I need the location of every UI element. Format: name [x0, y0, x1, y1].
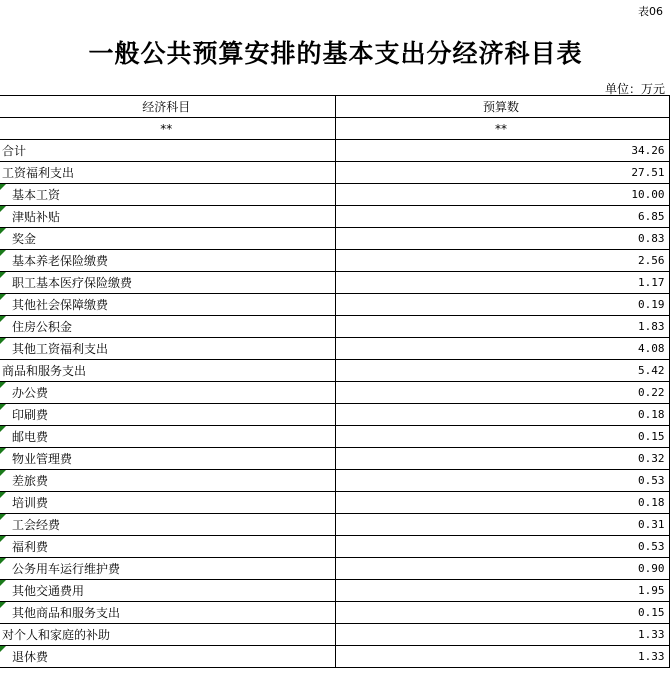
row-item-value: 0.18 — [335, 492, 669, 514]
row-item-value: 0.18 — [335, 404, 669, 426]
row-item-value: 1.17 — [335, 272, 669, 294]
row-item-name: 公务用车运行维护费 — [0, 558, 335, 580]
table-row — [0, 272, 669, 294]
row-item-value: 0.15 — [335, 426, 669, 448]
marker-cell-amount: ** — [335, 118, 669, 140]
table-row — [0, 338, 669, 360]
row-item-value: 1.83 — [335, 316, 669, 338]
table-row — [0, 360, 669, 382]
table-row — [0, 624, 669, 646]
table-row — [0, 404, 669, 426]
row-item-value: 0.22 — [335, 382, 669, 404]
table-row — [0, 382, 669, 404]
row-item-name: 合计 — [0, 140, 335, 162]
header-budget-amount: 预算数 — [335, 96, 669, 118]
row-item-value: 0.32 — [335, 448, 669, 470]
expenditure-table — [0, 95, 670, 668]
row-item-name: 邮电费 — [0, 426, 335, 448]
header-economic-item: 经济科目 — [0, 96, 335, 118]
row-item-value: 0.53 — [335, 536, 669, 558]
row-item-value: 1.33 — [335, 624, 669, 646]
header-row — [0, 96, 669, 118]
table-row — [0, 316, 669, 338]
row-item-name: 其他交通费用 — [0, 580, 335, 602]
row-item-value: 0.31 — [335, 514, 669, 536]
table-row — [0, 294, 669, 316]
row-item-value: 34.26 — [335, 140, 669, 162]
row-item-value: 0.83 — [335, 228, 669, 250]
table-row — [0, 580, 669, 602]
row-item-name: 职工基本医疗保险缴费 — [0, 272, 335, 294]
row-item-name: 住房公积金 — [0, 316, 335, 338]
row-item-name: 办公费 — [0, 382, 335, 404]
row-item-value: 5.42 — [335, 360, 669, 382]
page-title: 一般公共预算安排的基本支出分经济科目表 — [88, 39, 583, 68]
marker-row — [0, 118, 669, 140]
row-item-value: 0.90 — [335, 558, 669, 580]
row-item-value: 2.56 — [335, 250, 669, 272]
table-row — [0, 250, 669, 272]
row-item-name: 印刷费 — [0, 404, 335, 426]
table-row — [0, 206, 669, 228]
row-item-name: 对个人和家庭的补助 — [0, 624, 335, 646]
table-body — [0, 96, 669, 668]
table-row — [0, 184, 669, 206]
table-row — [0, 426, 669, 448]
row-item-name: 工资福利支出 — [0, 162, 335, 184]
table-row — [0, 514, 669, 536]
row-item-name: 其他商品和服务支出 — [0, 602, 335, 624]
table-row — [0, 602, 669, 624]
row-item-value: 0.53 — [335, 470, 669, 492]
row-item-name: 奖金 — [0, 228, 335, 250]
table-row — [0, 646, 669, 668]
row-item-name: 退休费 — [0, 646, 335, 668]
row-item-name: 工会经费 — [0, 514, 335, 536]
table-row — [0, 492, 669, 514]
row-item-value: 27.51 — [335, 162, 669, 184]
marker-cell-item: ** — [0, 118, 335, 140]
row-item-value: 6.85 — [335, 206, 669, 228]
row-item-name: 商品和服务支出 — [0, 360, 335, 382]
row-item-value: 0.15 — [335, 602, 669, 624]
row-item-name: 物业管理费 — [0, 448, 335, 470]
row-item-value: 4.08 — [335, 338, 669, 360]
row-item-name: 基本养老保险缴费 — [0, 250, 335, 272]
row-item-value: 1.33 — [335, 646, 669, 668]
row-item-name: 基本工资 — [0, 184, 335, 206]
table-row — [0, 162, 669, 184]
row-item-name: 培训费 — [0, 492, 335, 514]
table-row — [0, 140, 669, 162]
row-item-name: 福利费 — [0, 536, 335, 558]
table-row — [0, 558, 669, 580]
row-item-value: 10.00 — [335, 184, 669, 206]
table-number: 表06 — [638, 5, 663, 18]
row-item-name: 其他社会保障缴费 — [0, 294, 335, 316]
unit-label: 单位：万元 — [604, 82, 665, 96]
table-row — [0, 228, 669, 250]
row-item-name: 差旅费 — [0, 470, 335, 492]
row-item-name: 其他工资福利支出 — [0, 338, 335, 360]
table-row — [0, 470, 669, 492]
row-item-value: 1.95 — [335, 580, 669, 602]
table-row — [0, 448, 669, 470]
row-item-value: 0.19 — [335, 294, 669, 316]
row-item-name: 津贴补贴 — [0, 206, 335, 228]
table-row — [0, 536, 669, 558]
